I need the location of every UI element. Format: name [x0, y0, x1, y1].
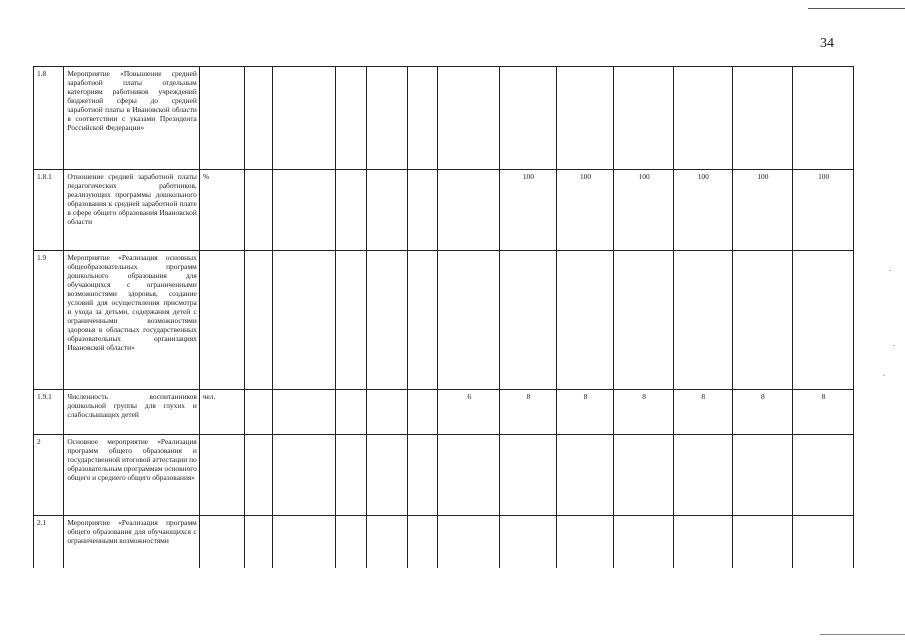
row-unit-cell	[199, 67, 244, 170]
row-value-cell	[438, 435, 500, 516]
table-row	[34, 435, 854, 516]
row-value-cell	[793, 516, 854, 569]
row-value-cell	[272, 67, 336, 170]
row-value-cell	[245, 390, 272, 435]
page-number: 34	[820, 36, 834, 51]
table-row	[34, 251, 854, 390]
row-value-cell	[732, 251, 793, 390]
row-value-cell	[556, 435, 614, 516]
row-value-cell	[732, 516, 793, 569]
row-value-cell	[500, 67, 557, 170]
row-value-cell	[366, 67, 407, 170]
row-value-cell: 6	[438, 390, 500, 435]
row-value-cell	[614, 435, 674, 516]
row-number-cell: 1.8	[34, 67, 64, 170]
row-value-cell	[438, 170, 500, 251]
row-value-cell	[732, 435, 793, 516]
row-value-cell	[408, 390, 438, 435]
row-value-cell: 8	[500, 390, 557, 435]
row-value-cell	[408, 435, 438, 516]
row-value-cell	[408, 67, 438, 170]
row-value-cell	[673, 251, 732, 390]
row-value-cell	[732, 67, 793, 170]
row-value-cell	[272, 435, 336, 516]
row-value-cell: 100	[614, 170, 674, 251]
row-value-cell: 100	[500, 170, 557, 251]
row-value-cell: 8	[793, 390, 854, 435]
row-value-cell	[673, 67, 732, 170]
table-row	[34, 390, 854, 435]
row-value-cell	[793, 251, 854, 390]
row-value-cell	[366, 435, 407, 516]
row-unit-cell	[199, 251, 244, 390]
row-value-cell	[366, 390, 407, 435]
row-value-cell	[793, 67, 854, 170]
scan-speck	[893, 345, 895, 346]
row-value-cell	[336, 390, 366, 435]
table-row	[34, 516, 854, 569]
row-unit-cell: %	[199, 170, 244, 251]
row-value-cell	[272, 251, 336, 390]
row-value-cell	[556, 516, 614, 569]
bottom-rule	[820, 634, 905, 635]
row-value-cell	[245, 170, 272, 251]
table-row	[34, 170, 854, 251]
row-value-cell	[614, 251, 674, 390]
row-value-cell	[673, 516, 732, 569]
indicators-table	[33, 66, 854, 568]
row-value-cell: 100	[556, 170, 614, 251]
row-value-cell	[336, 67, 366, 170]
row-value-cell	[336, 170, 366, 251]
row-value-cell	[438, 516, 500, 569]
row-value-cell	[673, 435, 732, 516]
row-value-cell: 8	[614, 390, 674, 435]
row-name-cell: Мероприятие «Повышение средней заработной платы отдельным категориям работников учреждений бюджетной сферы до средней заработной платы в Ивановской области в соответствии с указами Президента Российской Федерации»	[64, 67, 199, 170]
row-value-cell	[366, 516, 407, 569]
row-number-cell: 1.8.1	[34, 170, 64, 251]
top-rule	[808, 8, 905, 9]
row-value-cell: 100	[793, 170, 854, 251]
row-value-cell	[336, 516, 366, 569]
scan-speck	[889, 270, 891, 271]
row-value-cell: 100	[732, 170, 793, 251]
row-number-cell: 2	[34, 435, 64, 516]
row-value-cell	[245, 67, 272, 170]
row-number-cell: 2.1	[34, 516, 64, 569]
row-value-cell	[272, 516, 336, 569]
row-value-cell	[245, 435, 272, 516]
row-value-cell: 8	[732, 390, 793, 435]
row-value-cell	[500, 435, 557, 516]
row-value-cell	[408, 170, 438, 251]
row-value-cell: 100	[673, 170, 732, 251]
row-value-cell	[614, 67, 674, 170]
row-unit-cell: чел.	[199, 390, 244, 435]
row-name-cell: Отношение средней заработной платы педагогических работников, реализующих программы дошкольного образования к средней заработной плате в сфере общего образования Ивановской области	[64, 170, 199, 251]
row-unit-cell	[199, 516, 244, 569]
row-value-cell	[336, 251, 366, 390]
row-value-cell	[500, 516, 557, 569]
row-value-cell: 8	[673, 390, 732, 435]
row-value-cell	[272, 170, 336, 251]
row-name-cell: Численность воспитанников дошкольной группы для глухих и слабослышащих детей	[64, 390, 199, 435]
row-unit-cell	[199, 435, 244, 516]
row-number-cell: 1.9	[34, 251, 64, 390]
table-row	[34, 67, 854, 170]
row-value-cell	[336, 435, 366, 516]
scan-speck	[883, 375, 885, 376]
row-value-cell	[556, 67, 614, 170]
row-value-cell	[272, 390, 336, 435]
row-value-cell	[366, 251, 407, 390]
row-value-cell	[245, 516, 272, 569]
row-value-cell: 8	[556, 390, 614, 435]
row-value-cell	[556, 251, 614, 390]
row-value-cell	[614, 516, 674, 569]
row-value-cell	[245, 251, 272, 390]
row-name-cell: Основное мероприятие «Реализация программ общего образования и государственной итоговой аттестации по образовательным программам основного общего и среднего общего образования»	[64, 435, 199, 516]
table-body	[34, 67, 854, 569]
row-name-cell: Мероприятие «Реализация программ общего образования для обучающихся с ограниченными возможностями	[64, 516, 199, 569]
row-value-cell	[500, 251, 557, 390]
row-value-cell	[366, 170, 407, 251]
row-value-cell	[408, 516, 438, 569]
row-value-cell	[438, 251, 500, 390]
row-number-cell: 1.9.1	[34, 390, 64, 435]
row-name-cell: Мероприятие «Реализация основных общеобразовательных программ дошкольного образования для обучающихся с ограниченными возможностями здоровья, создание условий для осуществления присмотра и ухода за детьми, содержания детей с ограниченными возможностями здоровья в областных государственных образовательных организациях Ивановской области»	[64, 251, 199, 390]
row-value-cell	[793, 435, 854, 516]
row-value-cell	[408, 251, 438, 390]
row-value-cell	[438, 67, 500, 170]
